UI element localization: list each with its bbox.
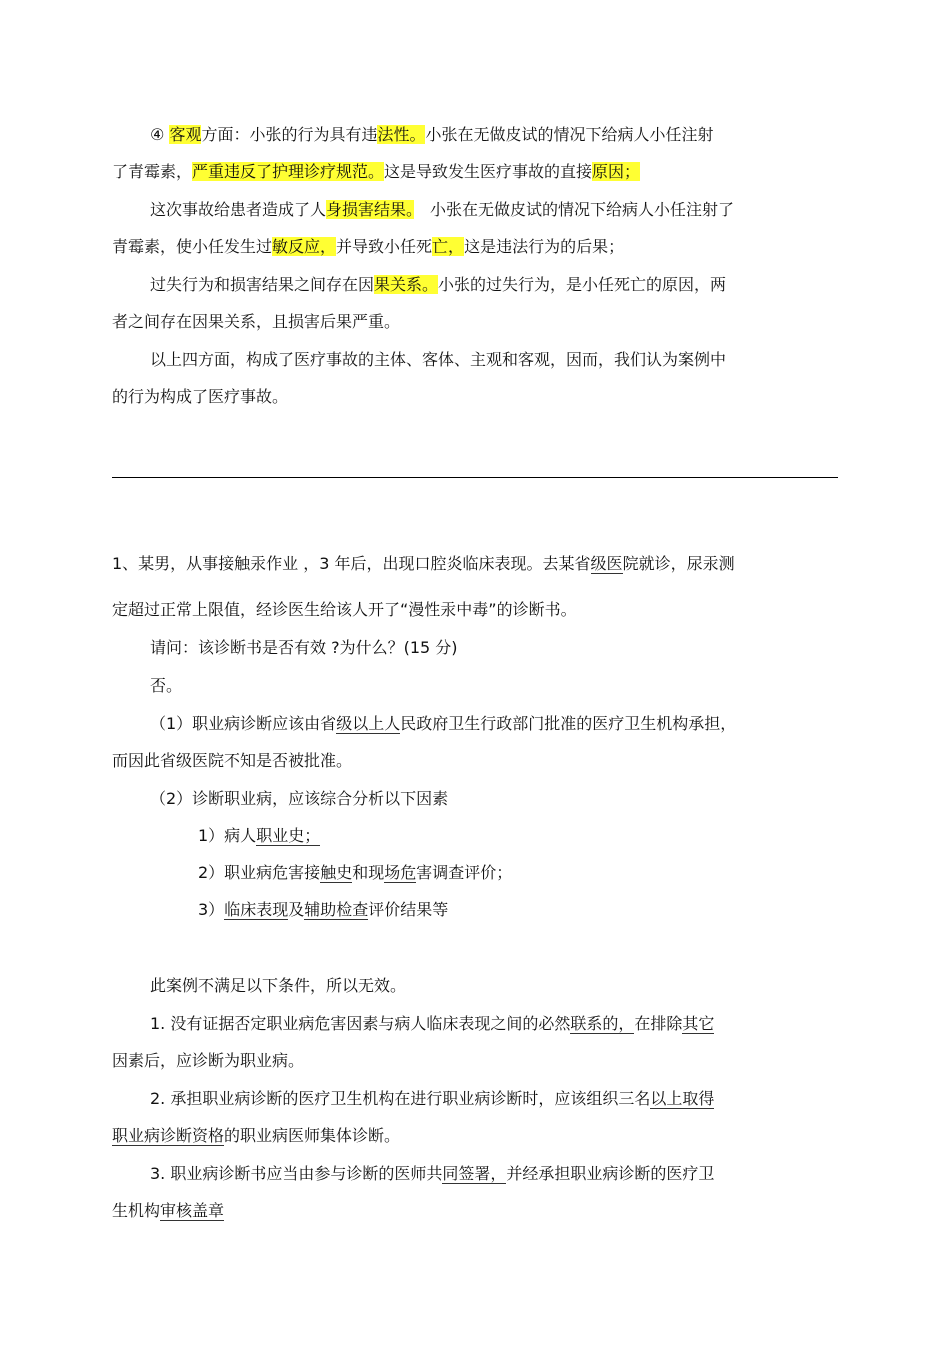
text: 这次事故给患者造成了人 [150, 200, 327, 219]
text: 1）病人 [198, 826, 257, 845]
condition1-line1 [150, 1013, 714, 1035]
para-summary-line2 [112, 386, 288, 408]
condition2-line2 [112, 1125, 400, 1147]
highlighted-text: 果关系。 [374, 275, 439, 294]
highlighted-text: 身损害结果。 [326, 200, 415, 219]
text: 1、某男，从事接触汞作业 ，3 年后，出现口腔炎临床表现。去某省 [112, 554, 591, 573]
text: 请问：该诊断书是否有效 ?为什么？(15 分) [150, 638, 458, 657]
text: 否。 [150, 676, 183, 695]
para-summary-line1 [150, 349, 726, 371]
conclusion-line [150, 975, 406, 997]
text: 2. 承担职业病诊断的医疗卫生机构在进行职业病诊断时，应该组织三名 [150, 1089, 651, 1108]
underlined-text: 场危 [384, 863, 417, 882]
factor3-line [198, 899, 448, 921]
text: 生机构 [112, 1201, 161, 1220]
text: 方面：小张的行为具有违 [201, 125, 378, 144]
factor2-line [198, 862, 512, 884]
text: 因素后，应诊断为职业病。 [112, 1051, 305, 1070]
underlined-text: 级医 [590, 554, 623, 573]
text: 而因此省级医院不知是否被批准。 [112, 751, 353, 770]
text: 的职业病医师集体诊断。 [224, 1126, 401, 1145]
question-line2 [112, 599, 577, 621]
underlined-text: 职业病诊断资格 [112, 1126, 225, 1145]
highlighted-text: 敏反应， [272, 237, 337, 256]
text: 了青霉素， [112, 162, 193, 181]
text: （1）职业病诊断应该由省 [150, 714, 337, 733]
highlighted-text: 亡， [432, 237, 465, 256]
underlined-text: 辅助检查 [304, 900, 369, 919]
highlighted-text: 客观 [169, 125, 202, 144]
text: 的行为构成了医疗事故。 [112, 387, 289, 406]
underlined-text: 级以上人 [336, 714, 401, 733]
ask-line [150, 637, 458, 659]
text: 3） [198, 900, 225, 919]
text: 此案例不满足以下条件，所以无效。 [150, 976, 407, 995]
answer-line [150, 675, 182, 697]
underlined-text: 触史 [320, 863, 353, 882]
text: 过失行为和损害结果之间存在因 [150, 275, 375, 294]
condition2-line1 [150, 1088, 714, 1110]
text: 及 [288, 900, 305, 919]
text: 定超过正常上限值，经诊医生给该人开了“漫性汞中毒”的诊断书。 [112, 600, 577, 619]
text: 小张在无做皮试的情况下给病人小任注射 [425, 125, 714, 144]
text: 在排除 [634, 1014, 683, 1033]
text: 小张在无做皮试的情况下给病人小任注射了 [414, 200, 735, 219]
text: 并导致小任死 [336, 237, 433, 256]
text: 民政府卫生行政部门批准的医疗卫生机构承担， [400, 714, 737, 733]
underlined-text: 临床表现 [224, 900, 289, 919]
factor1-line [198, 825, 320, 847]
text: 2）职业病危害接 [198, 863, 321, 882]
text: 小张的过失行为，是小任死亡的原因，两 [438, 275, 727, 294]
text: 害调查评价； [416, 863, 513, 882]
highlighted-text: 法性。 [377, 125, 426, 144]
condition1-line2 [112, 1050, 304, 1072]
question-line1 [112, 553, 735, 575]
text: 这是违法行为的后果； [464, 237, 625, 256]
text: 院就诊，尿汞测 [622, 554, 735, 573]
reason1-line1 [150, 713, 736, 735]
para-objective-line2 [112, 161, 640, 183]
text: 和现 [352, 863, 385, 882]
reason1-line2 [112, 750, 352, 772]
condition3-line2 [112, 1200, 224, 1222]
para-causality-line2 [112, 311, 400, 333]
text: 1. 没有证据否定职业病危害因素与病人临床表现之间的必然 [150, 1014, 571, 1033]
para-damage-line2 [112, 236, 624, 258]
condition3-line1 [150, 1163, 714, 1185]
para-causality-line1 [150, 274, 726, 296]
underlined-text: 同签署， [442, 1164, 507, 1183]
underlined-text: 其它 [682, 1014, 715, 1033]
text: 者之间存在因果关系，且损害后果严重。 [112, 312, 401, 331]
text: ④ [150, 125, 170, 144]
text: （2）诊断职业病，应该综合分析以下因素 [150, 789, 449, 808]
text: 3. 职业病诊断书应当由参与诊断的医师共 [150, 1164, 443, 1183]
text: 青霉素，使小任发生过 [112, 237, 273, 256]
text: 并经承担职业病诊断的医疗卫 [506, 1164, 715, 1183]
text: 评价结果等 [368, 900, 449, 919]
para-damage-line1 [150, 199, 734, 221]
highlighted-text: 严重违反了护理诊疗规范。 [192, 162, 385, 181]
underlined-text: 以上取得 [650, 1089, 715, 1108]
underlined-text: 审核盖章 [160, 1201, 225, 1220]
underlined-text: 联系的， [570, 1014, 635, 1033]
para-objective-line1 [150, 124, 714, 146]
underlined-text: 职业史； [256, 826, 321, 845]
text: 以上四方面，构成了医疗事故的主体、客体、主观和客观，因而，我们认为案例中 [150, 350, 727, 369]
highlighted-text: 原因； [592, 162, 641, 181]
reason2-line [150, 788, 448, 810]
section-divider [112, 477, 838, 478]
text: 这是导致发生医疗事故的直接 [384, 162, 593, 181]
